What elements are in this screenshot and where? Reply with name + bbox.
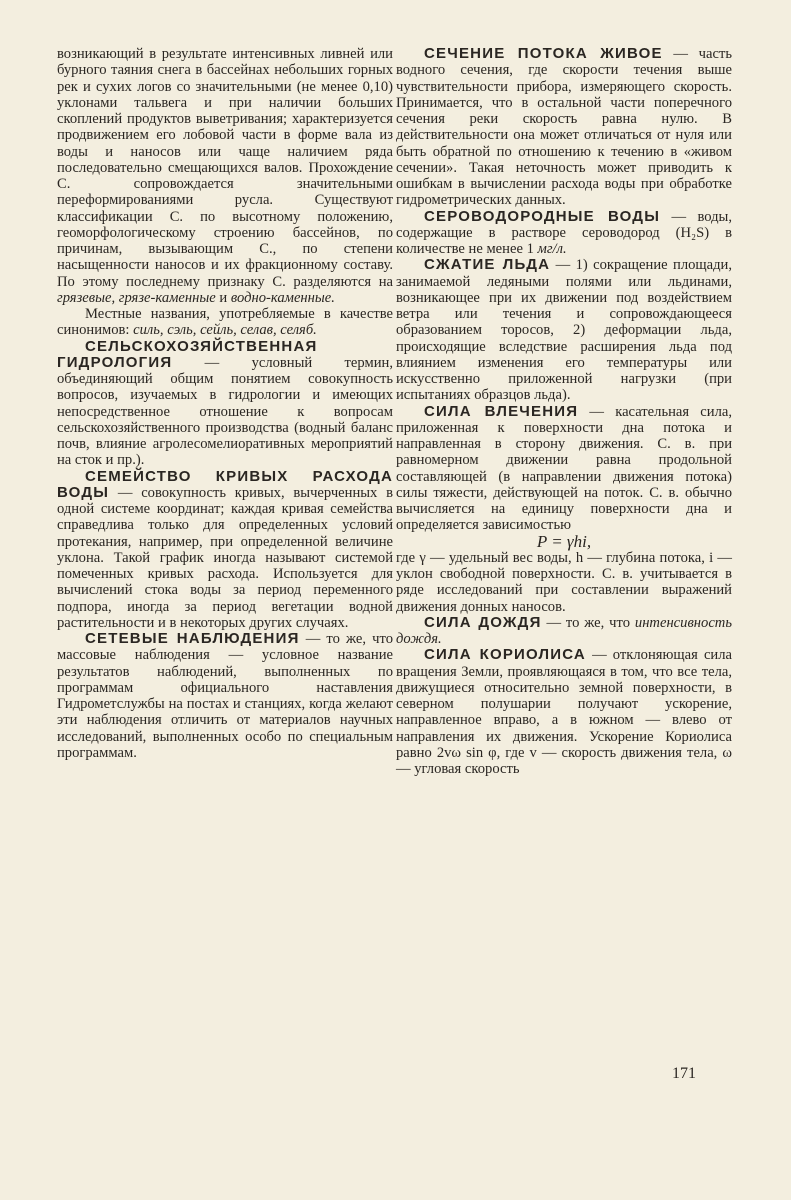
dictionary-entry bbox=[57, 339, 393, 469]
entry-headword: СЖАТИЕ ЛЬДА bbox=[424, 256, 551, 274]
entry-headword: СЕЛЬСКОХОЗЯЙСТВЕННАЯ ГИДРОЛОГИЯ bbox=[57, 337, 318, 371]
page-number: 171 bbox=[672, 1065, 696, 1082]
dictionary-entry bbox=[57, 631, 393, 761]
entry-definition: — то же, что массовые наблюдения — условное название результатов наблюдений, выполненных по программам официального наставления Гидрометслужбы на постах и станциях, когда желают эти наблюдения отличить от материалов научных исследований, выполненных особо по специальным программам. bbox=[57, 631, 393, 761]
entry-definition: — то же, что bbox=[541, 614, 635, 631]
italic-term: водно-каменные. bbox=[230, 289, 335, 306]
entry-definition: — отклоняющая сила вращения Земли, проявляющаяся в том, что все тела, движущиеся относительно земной поверхности, в северном полушарии получают ускорение, направленное вправо, а в южном — влево от направления их движения. Ускорение Кориолиса равно 2vω sin φ, где v — скорость движения тела, ω — угловая скорость bbox=[396, 647, 732, 777]
entry-definition: — воды, содержащие в растворе сероводород (H₂S) в количестве не менее 1 bbox=[396, 208, 732, 257]
left-column bbox=[57, 46, 393, 761]
entry-definition: — условный термин, объединяющий общим понятием совокупность вопросов, изучаемых в гидрологии и имеющих непосредственное отношение к вопросам сельскохозяйственного производства (водный баланс почв, влияние агролесомелиоративных мероприятий на сток и пр.). bbox=[57, 354, 393, 469]
paragraph bbox=[57, 46, 393, 306]
entry-definition: — совокупность кривых, вычерченных в одной системе координат; каждая кривая семейства справедлива только для определенных условий протекания, например, при определенной величине уклона. Такой график иногда называют системой помеченных кривых расхода. Используется для вычислений стока воды за период переменного подпора, иногда за период вегетации водной растительности и в некоторых других случаях. bbox=[57, 484, 393, 631]
entry-definition: — касательная сила, приложенная к поверхности дна потока и направленная в сторону движения. С. в. при равномерном движении равна продольной составляющей (в направлении движения потока) силы тяжести, действующей на поток. С. в. обычно вычисляется на единицу поверхности дна и определяется зависимостью bbox=[396, 403, 732, 534]
entry-headword: СИЛА ВЛЕЧЕНИЯ bbox=[424, 402, 579, 420]
paragraph: где γ — удельный вес воды, h — глубина потока, i — уклон свободной поверхности. С. в. учитывается в ряде исследований при составлении выражений движения донных наносов. bbox=[396, 549, 732, 615]
paragraph-text: Местные названия, употребляемые в качестве синонимов: bbox=[57, 306, 393, 339]
entry-definition: — 1) сокращение площади, занимаемой ледяными полями или льдинами, возникающее при их движении под воздействием ветра или течения и сопровождающееся образованием торосов, 2) деформации льда, происходящие вследствие расширения льда под влиянием изменения его температуры или искусственно приложенной нагрузки (при испытаниях образцов льда). bbox=[396, 257, 732, 404]
entry-headword: СЕТЕВЫЕ НАБЛЮДЕНИЯ bbox=[85, 630, 300, 647]
paragraph-text: возникающий в результате интенсивных ливней или бурного таяния снега в бассейнах небольших горных рек и сухих логов со значительными (не менее 0,10) уклонами тальвега и при наличии больших скоплений продуктов выветривания; характеризуется продвижением его лобовой части в форме вала из воды и наносов или чаще наличием ряда последовательно смещающихся валов. Прохождение С. сопровождается значительными переформированиями русла. Существуют классификации С. по высотному положению, геоморфологическому строению бассейнов, по причинам, вызывающим С., по степени насыщенности наносов и их фракционному составу. По этому последнему признаку С. разделяются на bbox=[57, 46, 393, 290]
italic-synonyms: силь, сэль, сейль, селав, селяб. bbox=[133, 322, 317, 339]
dictionary-entry bbox=[396, 46, 732, 209]
dictionary-entry bbox=[396, 615, 732, 648]
right-column bbox=[396, 46, 732, 777]
entry-headword: СИЛА ДОЖДЯ bbox=[424, 613, 542, 631]
entry-headword: СИЛА КОРИОЛИСА bbox=[424, 646, 586, 664]
formula: P = γhi, bbox=[536, 531, 592, 551]
entry-headword: СЕЧЕНИЕ ПОТОКА ЖИВОЕ bbox=[424, 45, 663, 62]
dictionary-entry bbox=[396, 647, 732, 777]
dictionary-entry bbox=[396, 404, 732, 534]
paragraph bbox=[57, 306, 393, 339]
conjunction: и bbox=[215, 289, 231, 306]
italic-term: грязевые, грязе-каменные bbox=[57, 289, 216, 306]
dictionary-entry bbox=[57, 469, 393, 632]
entry-headword: СЕМЕЙСТВО КРИВЫХ РАСХОДА ВОДЫ bbox=[57, 467, 393, 501]
entry-headword: СЕРОВОДОРОДНЫЕ ВОДЫ bbox=[424, 207, 661, 225]
dictionary-entry bbox=[396, 209, 732, 258]
entry-definition: — часть водного сечения, где скорости течения выше чувствительности прибора, измеряющего скорость. Принимается, что в остальной части поперечного сечения реки скорость равна нулю. В действительности она может отличаться от нуля или быть обратной по отношению к течению в «живом сечении». Такая неточность может приводить к ошибкам в вычислении расхода воды при обработке гидрометрических данных. bbox=[396, 46, 733, 209]
unit: мг/л. bbox=[537, 241, 567, 257]
dictionary-entry bbox=[396, 257, 732, 403]
cross-reference: интенсивность дождя. bbox=[396, 614, 732, 647]
